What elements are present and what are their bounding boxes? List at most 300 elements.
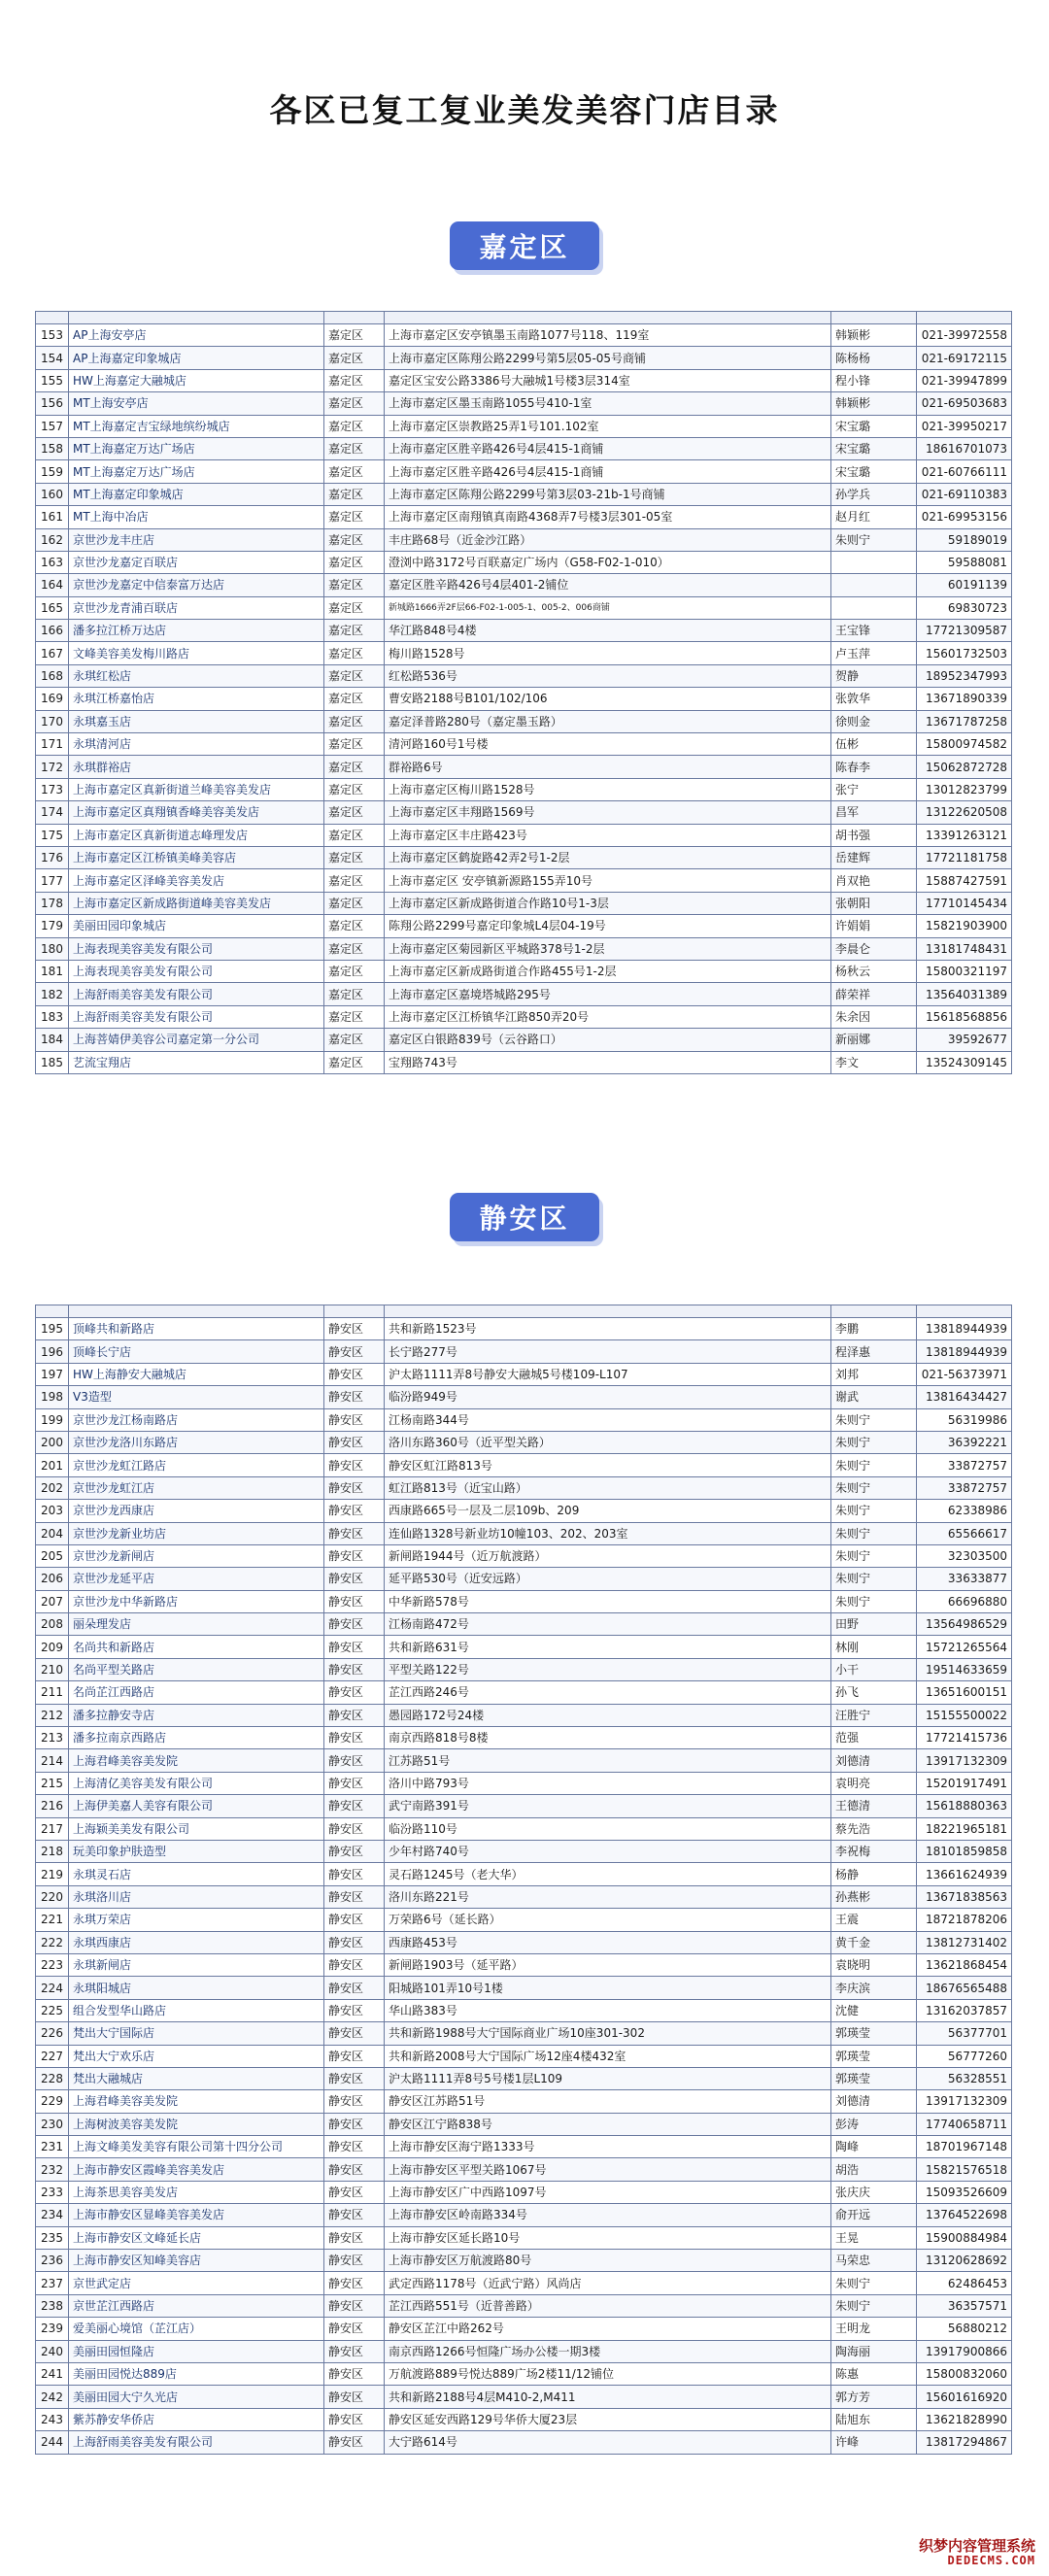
contact: 朱则宁 xyxy=(831,1568,917,1590)
row-number: 156 xyxy=(36,392,69,415)
row-number: 211 xyxy=(36,1681,69,1704)
address: 上海市嘉定区墨玉南路1055号410-1室 xyxy=(385,392,831,415)
contact: 王晃 xyxy=(831,2226,917,2249)
contact: 程小锋 xyxy=(831,369,917,391)
row-number: 175 xyxy=(36,824,69,846)
table-row xyxy=(36,506,1012,528)
address: 延平路530号（近安远路） xyxy=(385,1568,831,1590)
address: 上海市静安区广中西路1097号 xyxy=(385,2181,831,2203)
table-row xyxy=(36,1590,1012,1612)
phone: 56377701 xyxy=(917,2022,1012,2045)
address: 丰庄路68号（近金沙江路） xyxy=(385,528,831,551)
table-row xyxy=(36,2022,1012,2045)
contact: 胡浩 xyxy=(831,2158,917,2181)
row-number: 158 xyxy=(36,437,69,459)
row-number: 165 xyxy=(36,596,69,619)
table-row xyxy=(36,2250,1012,2272)
table-row xyxy=(36,1704,1012,1726)
row-number: 174 xyxy=(36,801,69,824)
phone: 15821903900 xyxy=(917,915,1012,937)
table-row xyxy=(36,1454,1012,1476)
district: 嘉定区 xyxy=(324,620,385,642)
row-number: 172 xyxy=(36,756,69,778)
contact: 许娟娟 xyxy=(831,915,917,937)
district: 嘉定区 xyxy=(324,801,385,824)
phone: 69830723 xyxy=(917,596,1012,619)
phone: 13817294867 xyxy=(917,2431,1012,2454)
phone: 15821576518 xyxy=(917,2158,1012,2181)
address: 上海市嘉定区江桥镇华江路850弄20号 xyxy=(385,1005,831,1028)
address: 上海市嘉定区鹤旋路42弄2号1-2层 xyxy=(385,846,831,868)
district: 嘉定区 xyxy=(324,506,385,528)
store-name: 上海舒雨美容美发有限公司 xyxy=(69,983,324,1005)
store-name: 上海文峰美发美容有限公司第十四分公司 xyxy=(69,2136,324,2158)
phone: 021-69172115 xyxy=(917,347,1012,369)
store-name: 文峰美容美发梅川路店 xyxy=(69,642,324,664)
store-name: 上海表现美容美发有限公司 xyxy=(69,960,324,982)
store-name: 梵出大融城店 xyxy=(69,2067,324,2089)
contact: 李鹏 xyxy=(831,1318,917,1340)
contact xyxy=(831,596,917,619)
store-name: 上海舒雨美容美发有限公司 xyxy=(69,2431,324,2454)
table-row xyxy=(36,2318,1012,2340)
table-row xyxy=(36,1840,1012,1862)
store-name: 美丽田园印象城店 xyxy=(69,915,324,937)
store-name: 永琪新闸店 xyxy=(69,1953,324,1976)
store-name: V3造型 xyxy=(69,1386,324,1408)
table-row xyxy=(36,1029,1012,1051)
row-number: 176 xyxy=(36,846,69,868)
table-row xyxy=(36,2181,1012,2203)
table-row xyxy=(36,2136,1012,2158)
store-name: 上海市静安区霞峰美容美发店 xyxy=(69,2158,324,2181)
header-cell xyxy=(324,312,385,324)
store-name: AP上海安亭店 xyxy=(69,324,324,347)
row-number: 170 xyxy=(36,710,69,732)
row-number: 207 xyxy=(36,1590,69,1612)
store-name: MT上海嘉定吉宝绿地缤纷城店 xyxy=(69,415,324,437)
row-number: 220 xyxy=(36,1885,69,1908)
row-number: 177 xyxy=(36,869,69,892)
contact: 朱则宁 xyxy=(831,1476,917,1499)
phone: 17740658711 xyxy=(917,2113,1012,2135)
district-badge-jiading: 嘉定区 xyxy=(450,221,599,270)
phone: 59189019 xyxy=(917,528,1012,551)
row-number: 202 xyxy=(36,1476,69,1499)
row-number: 184 xyxy=(36,1029,69,1051)
row-number: 155 xyxy=(36,369,69,391)
store-name: 上海市静安区文峰延长店 xyxy=(69,2226,324,2249)
table-row xyxy=(36,620,1012,642)
address: 芷江西路551号（近普善路） xyxy=(385,2294,831,2317)
address: 上海市嘉定区 安亭镇新源路155弄10号 xyxy=(385,869,831,892)
address: 新闸路1944号（近万航渡路） xyxy=(385,1544,831,1567)
district: 嘉定区 xyxy=(324,415,385,437)
district: 静安区 xyxy=(324,2250,385,2272)
phone: 33872757 xyxy=(917,1454,1012,1476)
contact: 黄千金 xyxy=(831,1931,917,1953)
district: 静安区 xyxy=(324,1727,385,1749)
address: 上海市静安区万航渡路80号 xyxy=(385,2250,831,2272)
phone: 18616701073 xyxy=(917,437,1012,459)
store-name: 顶峰共和新路店 xyxy=(69,1318,324,1340)
address: 华山路383号 xyxy=(385,1999,831,2021)
district: 嘉定区 xyxy=(324,369,385,391)
contact: 张庆庆 xyxy=(831,2181,917,2203)
address: 洛川中路793号 xyxy=(385,1772,831,1794)
district: 静安区 xyxy=(324,2136,385,2158)
row-number: 215 xyxy=(36,1772,69,1794)
district: 静安区 xyxy=(324,1431,385,1453)
table-row xyxy=(36,551,1012,573)
row-number: 227 xyxy=(36,2045,69,2067)
contact: 陈惠 xyxy=(831,2362,917,2385)
store-name: 上海颖美美发有限公司 xyxy=(69,1817,324,1840)
phone: 15618880363 xyxy=(917,1795,1012,1817)
address: 临汾路949号 xyxy=(385,1386,831,1408)
header-cell xyxy=(831,312,917,324)
district: 静安区 xyxy=(324,1909,385,1931)
contact: 王德清 xyxy=(831,1795,917,1817)
table-row xyxy=(36,824,1012,846)
row-number: 171 xyxy=(36,733,69,756)
table-row xyxy=(36,2294,1012,2317)
table-row xyxy=(36,1885,1012,1908)
table-row xyxy=(36,437,1012,459)
table-row xyxy=(36,1658,1012,1680)
contact: 马荣忠 xyxy=(831,2250,917,2272)
row-number: 230 xyxy=(36,2113,69,2135)
phone: 33872757 xyxy=(917,1476,1012,1499)
phone: 13524309145 xyxy=(917,1051,1012,1073)
row-number: 167 xyxy=(36,642,69,664)
district: 静安区 xyxy=(324,2113,385,2135)
store-name: 京世沙龙新闸店 xyxy=(69,1544,324,1567)
phone: 13621828990 xyxy=(917,2408,1012,2430)
row-number: 182 xyxy=(36,983,69,1005)
district: 静安区 xyxy=(324,1318,385,1340)
phone: 13661624939 xyxy=(917,1863,1012,1885)
store-name: 上海伊美嘉人美容有限公司 xyxy=(69,1795,324,1817)
phone: 56328551 xyxy=(917,2067,1012,2089)
phone: 56880212 xyxy=(917,2318,1012,2340)
contact: 朱则宁 xyxy=(831,1454,917,1476)
phone: 19514633659 xyxy=(917,1658,1012,1680)
header-cell xyxy=(324,1305,385,1318)
store-name: 上海市嘉定区真新街道兰峰美容美发店 xyxy=(69,778,324,800)
address: 南京西路818号8楼 xyxy=(385,1727,831,1749)
district: 静安区 xyxy=(324,1795,385,1817)
row-number: 236 xyxy=(36,2250,69,2272)
address: 上海市静安区海宁路1333号 xyxy=(385,2136,831,2158)
row-number: 214 xyxy=(36,1749,69,1772)
table-row xyxy=(36,1408,1012,1431)
phone: 13917132309 xyxy=(917,2090,1012,2113)
phone: 65566617 xyxy=(917,1522,1012,1544)
district: 静安区 xyxy=(324,1704,385,1726)
table-row xyxy=(36,1544,1012,1567)
phone: 15201917491 xyxy=(917,1772,1012,1794)
contact: 朱则宁 xyxy=(831,1590,917,1612)
district: 嘉定区 xyxy=(324,688,385,710)
phone: 021-60766111 xyxy=(917,460,1012,483)
table-row xyxy=(36,2158,1012,2181)
table-row xyxy=(36,1476,1012,1499)
store-name: 上海树波美容美发院 xyxy=(69,2113,324,2135)
district: 嘉定区 xyxy=(324,846,385,868)
table-row xyxy=(36,1931,1012,1953)
contact: 胡书强 xyxy=(831,824,917,846)
row-number: 221 xyxy=(36,1909,69,1931)
contact: 袁明亮 xyxy=(831,1772,917,1794)
table-row xyxy=(36,1568,1012,1590)
address: 少年村路740号 xyxy=(385,1840,831,1862)
district: 嘉定区 xyxy=(324,642,385,664)
contact: 林刚 xyxy=(831,1636,917,1658)
address: 连仙路1328号新业坊10幢103、202、203室 xyxy=(385,1522,831,1544)
store-name: MT上海中冶店 xyxy=(69,506,324,528)
contact xyxy=(831,551,917,573)
address: 共和新路2008号大宁国际广场12座4楼432室 xyxy=(385,2045,831,2067)
district: 嘉定区 xyxy=(324,960,385,982)
row-number: 216 xyxy=(36,1795,69,1817)
district: 静安区 xyxy=(324,1977,385,1999)
district: 静安区 xyxy=(324,2272,385,2294)
address: 长宁路277号 xyxy=(385,1340,831,1363)
contact: 沈健 xyxy=(831,1999,917,2021)
contact: 陶峰 xyxy=(831,2136,917,2158)
phone: 13671838563 xyxy=(917,1885,1012,1908)
row-number: 198 xyxy=(36,1386,69,1408)
row-number: 241 xyxy=(36,2362,69,2385)
table-row xyxy=(36,1953,1012,1976)
row-number: 235 xyxy=(36,2226,69,2249)
contact: 新丽娜 xyxy=(831,1029,917,1051)
address: 江杨南路472号 xyxy=(385,1613,831,1636)
row-number: 222 xyxy=(36,1931,69,1953)
district: 静安区 xyxy=(324,2362,385,2385)
contact: 朱则宁 xyxy=(831,1408,917,1431)
contact: 岳建辉 xyxy=(831,846,917,868)
address: 上海市嘉定区嘉境塔城路295号 xyxy=(385,983,831,1005)
table-row xyxy=(36,392,1012,415)
row-number: 204 xyxy=(36,1522,69,1544)
contact: 程泽惠 xyxy=(831,1340,917,1363)
phone: 021-39950217 xyxy=(917,415,1012,437)
contact: 贺静 xyxy=(831,664,917,687)
contact: 郭方芳 xyxy=(831,2386,917,2408)
table-header-row xyxy=(36,1305,1012,1318)
table-row xyxy=(36,937,1012,960)
row-number: 160 xyxy=(36,483,69,505)
phone: 18721878206 xyxy=(917,1909,1012,1931)
store-name: 京世芷江西路店 xyxy=(69,2294,324,2317)
table-row xyxy=(36,2113,1012,2135)
store-name: 京世沙龙中华新路店 xyxy=(69,1590,324,1612)
contact: 朱则宁 xyxy=(831,2294,917,2317)
table-row xyxy=(36,2204,1012,2226)
row-number: 226 xyxy=(36,2022,69,2045)
phone: 021-39972558 xyxy=(917,324,1012,347)
contact: 王震 xyxy=(831,1909,917,1931)
district: 嘉定区 xyxy=(324,437,385,459)
district: 静安区 xyxy=(324,1590,385,1612)
address: 红松路536号 xyxy=(385,664,831,687)
table-row xyxy=(36,801,1012,824)
address: 澄浏中路3172号百联嘉定广场内（G58-F02-1-010） xyxy=(385,551,831,573)
district: 静安区 xyxy=(324,1386,385,1408)
address: 上海市嘉定区胜辛路426号4层415-1商铺 xyxy=(385,437,831,459)
address: 上海市静安区延长路10号 xyxy=(385,2226,831,2249)
row-number: 161 xyxy=(36,506,69,528)
contact: 李祝梅 xyxy=(831,1840,917,1862)
row-number: 210 xyxy=(36,1658,69,1680)
table-row xyxy=(36,1772,1012,1794)
table-row xyxy=(36,733,1012,756)
table-row xyxy=(36,2090,1012,2113)
phone: 13818944939 xyxy=(917,1318,1012,1340)
contact: 朱则宁 xyxy=(831,1522,917,1544)
district: 嘉定区 xyxy=(324,460,385,483)
address: 上海市静安区岭南路334号 xyxy=(385,2204,831,2226)
store-name: MT上海嘉定万达广场店 xyxy=(69,460,324,483)
contact: 袁晓明 xyxy=(831,1953,917,1976)
phone: 13564031389 xyxy=(917,983,1012,1005)
address: 上海市嘉定区陈翔公路2299号第3层03-21b-1号商铺 xyxy=(385,483,831,505)
address: 虹江路813号（近宝山路） xyxy=(385,1476,831,1499)
phone: 56777260 xyxy=(917,2045,1012,2067)
row-number: 179 xyxy=(36,915,69,937)
district: 静安区 xyxy=(324,1749,385,1772)
address: 共和新路631号 xyxy=(385,1636,831,1658)
district: 静安区 xyxy=(324,2045,385,2067)
table-row xyxy=(36,324,1012,347)
contact: 汪胜宁 xyxy=(831,1704,917,1726)
table-row xyxy=(36,2272,1012,2294)
store-name: 爱美丽心境馆（芷江店） xyxy=(69,2318,324,2340)
store-name: MT上海安亭店 xyxy=(69,392,324,415)
address: 新闸路1903号（延平路） xyxy=(385,1953,831,1976)
contact: 孙学兵 xyxy=(831,483,917,505)
address: 愚园路172号24楼 xyxy=(385,1704,831,1726)
table-row xyxy=(36,574,1012,596)
district: 嘉定区 xyxy=(324,915,385,937)
contact: 宋宝璐 xyxy=(831,437,917,459)
address: 大宁路614号 xyxy=(385,2431,831,2454)
district: 静安区 xyxy=(324,1636,385,1658)
row-number: 180 xyxy=(36,937,69,960)
phone: 13917900866 xyxy=(917,2340,1012,2362)
district: 嘉定区 xyxy=(324,483,385,505)
contact: 李庆滨 xyxy=(831,1977,917,1999)
page-title: 各区已复工复业美发美容门店目录 xyxy=(269,91,780,129)
table-header-row xyxy=(36,312,1012,324)
district: 静安区 xyxy=(324,1363,385,1385)
contact: 朱余因 xyxy=(831,1005,917,1028)
address: 上海市嘉定区南翔镇真南路4368弄7号楼3层301-05室 xyxy=(385,506,831,528)
address: 静安区江苏路51号 xyxy=(385,2090,831,2113)
contact: 朱则宁 xyxy=(831,528,917,551)
address: 洛川东路221号 xyxy=(385,1885,831,1908)
table-row xyxy=(36,1727,1012,1749)
store-name: 京世沙龙虹江路店 xyxy=(69,1454,324,1476)
phone: 15093526609 xyxy=(917,2181,1012,2203)
address: 共和新路1523号 xyxy=(385,1318,831,1340)
row-number: 197 xyxy=(36,1363,69,1385)
store-name: 永琪西康店 xyxy=(69,1931,324,1953)
address: 上海市嘉定区新成路街道合作路455号1-2层 xyxy=(385,960,831,982)
table-row xyxy=(36,1318,1012,1340)
contact: 蔡先浩 xyxy=(831,1817,917,1840)
district: 静安区 xyxy=(324,1953,385,1976)
contact: 许峰 xyxy=(831,2431,917,2454)
store-name: 丽朵理发店 xyxy=(69,1613,324,1636)
district: 静安区 xyxy=(324,2067,385,2089)
address: 万荣路6号（延长路） xyxy=(385,1909,831,1931)
watermark-en: DEDECMS.COM xyxy=(947,2554,1035,2568)
row-number: 203 xyxy=(36,1500,69,1522)
district: 嘉定区 xyxy=(324,778,385,800)
contact: 朱则宁 xyxy=(831,1544,917,1567)
table-row xyxy=(36,1681,1012,1704)
phone: 13671890339 xyxy=(917,688,1012,710)
district: 静安区 xyxy=(324,1568,385,1590)
store-name: AP上海嘉定印象城店 xyxy=(69,347,324,369)
header-cell xyxy=(69,312,324,324)
table-row xyxy=(36,347,1012,369)
watermark xyxy=(919,2538,1035,2568)
phone: 59588081 xyxy=(917,551,1012,573)
district: 静安区 xyxy=(324,1999,385,2021)
table-row xyxy=(36,642,1012,664)
phone: 021-69110383 xyxy=(917,483,1012,505)
phone: 15601732503 xyxy=(917,642,1012,664)
store-name: 美丽田园恒隆店 xyxy=(69,2340,324,2362)
address: 西康路665号一层及二层109b、209 xyxy=(385,1500,831,1522)
store-name: 上海君峰美容美发院 xyxy=(69,2090,324,2113)
store-name: 京世沙龙嘉定百联店 xyxy=(69,551,324,573)
contact: 伍彬 xyxy=(831,733,917,756)
district: 静安区 xyxy=(324,2090,385,2113)
contact: 小干 xyxy=(831,1658,917,1680)
store-name: 梵出大宁国际店 xyxy=(69,2022,324,2045)
district: 静安区 xyxy=(324,1863,385,1885)
store-name: 名尚芷江西路店 xyxy=(69,1681,324,1704)
district: 静安区 xyxy=(324,1454,385,1476)
address: 江苏路51号 xyxy=(385,1749,831,1772)
address: 嘉定区胜辛路426号4层401-2铺位 xyxy=(385,574,831,596)
row-number: 159 xyxy=(36,460,69,483)
contact: 卢玉萍 xyxy=(831,642,917,664)
header-cell xyxy=(36,312,69,324)
table-row xyxy=(36,2386,1012,2408)
table-row xyxy=(36,664,1012,687)
contact: 孙燕彬 xyxy=(831,1885,917,1908)
row-number: 233 xyxy=(36,2181,69,2203)
phone: 13812731402 xyxy=(917,1931,1012,1953)
phone: 13917132309 xyxy=(917,1749,1012,1772)
address: 中华新路578号 xyxy=(385,1590,831,1612)
phone: 13764522698 xyxy=(917,2204,1012,2226)
phone: 13816434427 xyxy=(917,1386,1012,1408)
district: 嘉定区 xyxy=(324,937,385,960)
header-cell xyxy=(385,1305,831,1318)
phone: 33633877 xyxy=(917,1568,1012,1590)
address: 上海市嘉定区新成路街道合作路10号1-3层 xyxy=(385,892,831,914)
address: 华江路848号4楼 xyxy=(385,620,831,642)
row-number: 205 xyxy=(36,1544,69,1567)
contact: 徐则金 xyxy=(831,710,917,732)
